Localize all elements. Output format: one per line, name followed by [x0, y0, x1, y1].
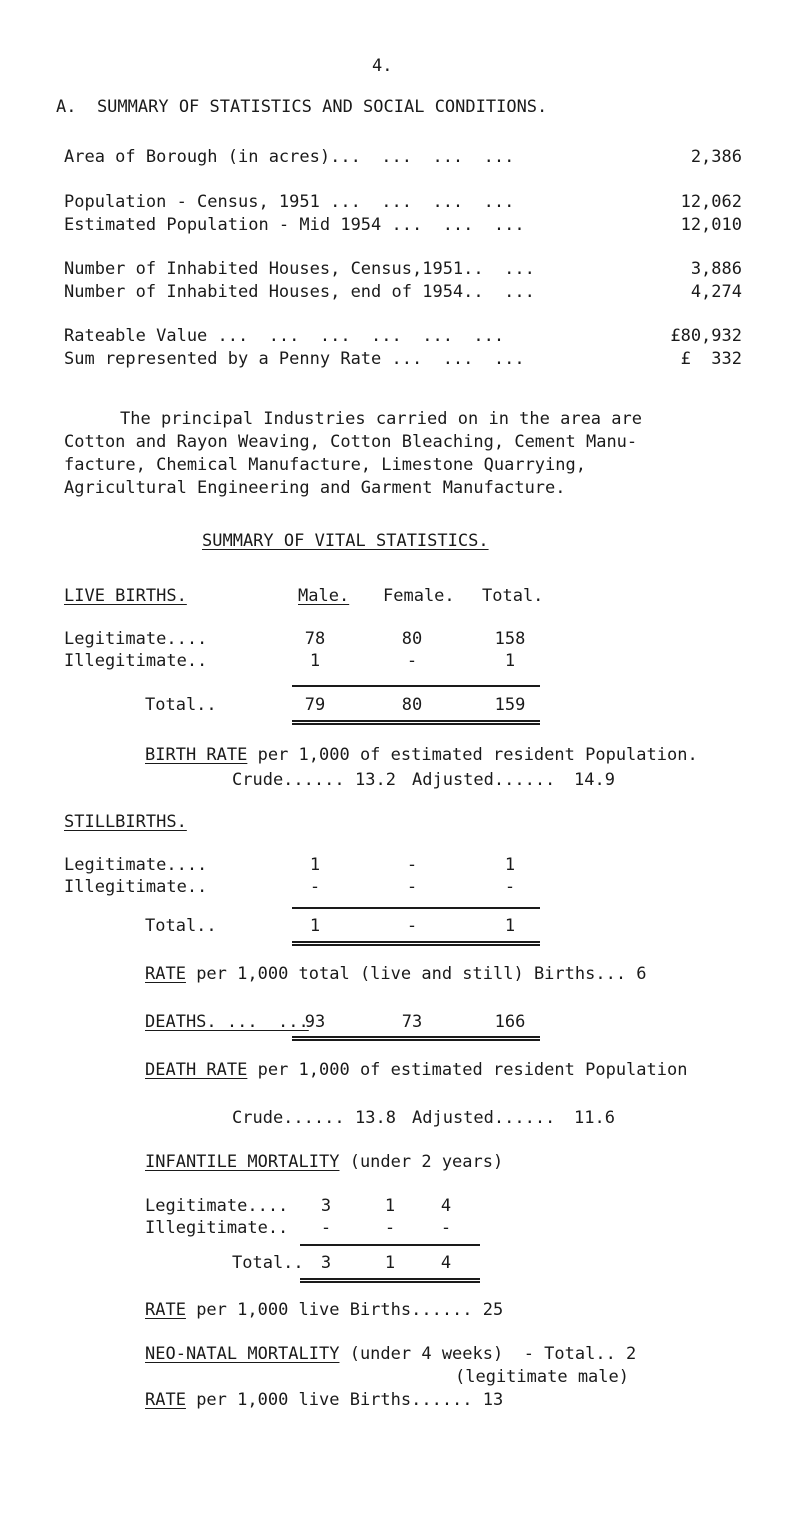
infant-mortality-heading-underlined: INFANTILE MORTALITY [145, 1152, 340, 1172]
cell-total: - [440, 1218, 452, 1238]
total-total: 159 [494, 695, 526, 715]
industries-line: The principal Industries carried on in the area are [120, 409, 642, 429]
neonatal-rate-line-underlined: RATE [145, 1390, 186, 1410]
summary-label-rateable: Rateable Value ... ... ... ... ... ... [64, 326, 505, 346]
total-total: 4 [440, 1253, 452, 1273]
birth-rate-crude-label: Crude...... [232, 770, 345, 790]
cell-male: 1 [309, 855, 321, 875]
death-rate-line: DEATH RATE per 1,000 of estimated resident Population [145, 1060, 688, 1080]
total-male: 1 [309, 916, 321, 936]
infant-rate-line-underlined: RATE [145, 1300, 186, 1320]
total-double-rule [300, 1278, 480, 1283]
vital-statistics-title: SUMMARY OF VITAL STATISTICS. [202, 531, 489, 551]
deaths-female: 73 [401, 1012, 423, 1032]
stillbirths-heading: STILLBIRTHS. [64, 812, 187, 832]
total-female: - [406, 916, 418, 936]
summary-label-area: Area of Borough (in acres)... ... ... ... [64, 147, 515, 167]
infant-mortality-heading: INFANTILE MORTALITY (under 2 years) [145, 1152, 504, 1172]
total-double-rule [292, 720, 540, 725]
column-header-female: Female. [383, 586, 455, 606]
summary-label-estimated: Estimated Population - Mid 1954 ... ... ... [64, 215, 525, 235]
cell-female: - [406, 877, 418, 897]
total-male: 79 [304, 695, 326, 715]
total-double-rule [292, 941, 540, 946]
total-female: 80 [401, 695, 423, 715]
row-label: Illegitimate.. [145, 1218, 289, 1238]
cell-male: 78 [304, 629, 326, 649]
neonatal-line: NEO-NATAL MORTALITY (under 4 weeks) - Total.. 2 [145, 1344, 637, 1364]
industries-line: Agricultural Engineering and Garment Manufacture. [64, 478, 566, 498]
death-rate-crude-label: Crude...... [232, 1108, 345, 1128]
industries-line: facture, Chemical Manufacture, Limestone Quarrying, [64, 455, 586, 475]
summary-value-rateable: £80,932 [670, 326, 742, 346]
column-header-male: Male. [298, 586, 350, 606]
summary-value-estimated: 12,010 [680, 215, 742, 235]
birth-rate-adjusted-value: 14.9 [574, 770, 615, 790]
total-total: 1 [504, 916, 516, 936]
subtotal-rule [292, 685, 540, 687]
cell-female: - [406, 651, 418, 671]
cell-male: - [309, 877, 321, 897]
cell-total: - [504, 877, 516, 897]
cell-male: 1 [309, 651, 321, 671]
cell-female: - [384, 1218, 396, 1238]
summary-value-penny-rate: £ 332 [680, 349, 742, 369]
cell-female: - [406, 855, 418, 875]
death-rate-adjusted-value: 11.6 [574, 1108, 615, 1128]
cell-female: 80 [401, 629, 423, 649]
row-label: Illegitimate.. [64, 651, 208, 671]
cell-male: - [320, 1218, 332, 1238]
row-label: Legitimate.... [64, 629, 208, 649]
summary-value-area: 2,386 [690, 147, 742, 167]
cell-total: 158 [494, 629, 526, 649]
row-label: Legitimate.... [64, 855, 208, 875]
neonatal-note: (legitimate male) [455, 1367, 629, 1387]
summary-value-census: 12,062 [680, 192, 742, 212]
cell-total: 4 [440, 1196, 452, 1216]
total-female: 1 [384, 1253, 396, 1273]
summary-label-penny-rate: Sum represented by a Penny Rate ... ... ... [64, 349, 525, 369]
total-label: Total.. [145, 695, 217, 715]
cell-total: 1 [504, 651, 516, 671]
live-births-heading: LIVE BIRTHS. [64, 586, 187, 606]
row-label: Illegitimate.. [64, 877, 208, 897]
birth-rate-adjusted-label: Adjusted...... [412, 770, 556, 790]
summary-label-houses-1954: Number of Inhabited Houses, end of 1954.. ... [64, 282, 535, 302]
summary-value-houses-1954: 4,274 [690, 282, 742, 302]
death-rate-crude-value: 13.8 [355, 1108, 396, 1128]
summary-label-houses-1951: Number of Inhabited Houses, Census,1951.. ... [64, 259, 535, 279]
column-header-total: Total. [482, 586, 544, 606]
infant-rate-line: RATE per 1,000 live Births...... 25 [145, 1300, 504, 1320]
total-label: Total.. [232, 1253, 304, 1273]
total-male: 3 [320, 1253, 332, 1273]
total-label: Total.. [145, 916, 217, 936]
deaths-double-rule [292, 1036, 540, 1041]
industries-line: Cotton and Rayon Weaving, Cotton Bleaching, Cement Manu- [64, 432, 638, 452]
row-label: Legitimate.... [145, 1196, 289, 1216]
stillbirth-rate-line-underlined: RATE [145, 964, 186, 984]
birth-rate-crude-value: 13.2 [355, 770, 396, 790]
cell-male: 3 [320, 1196, 332, 1216]
deaths-male: 93 [304, 1012, 326, 1032]
cell-total: 1 [504, 855, 516, 875]
page-heading: A. SUMMARY OF STATISTICS AND SOCIAL CONDITIONS. [56, 97, 548, 117]
stillbirth-rate-line: RATE per 1,000 total (live and still) Births... 6 [145, 964, 647, 984]
birth-rate-keyword: BIRTH RATE [145, 745, 248, 765]
death-rate-line-underlined: DEATH RATE [145, 1060, 248, 1080]
neonatal-line-underlined: NEO-NATAL MORTALITY [145, 1344, 340, 1364]
deaths-total: 166 [494, 1012, 526, 1032]
summary-value-houses-1951: 3,886 [690, 259, 742, 279]
neonatal-rate-line: RATE per 1,000 live Births...... 13 [145, 1390, 504, 1410]
cell-female: 1 [384, 1196, 396, 1216]
page-number: 4. [372, 56, 393, 76]
birth-rate-line: BIRTH RATE per 1,000 of estimated resident Population. [145, 745, 698, 765]
subtotal-rule [292, 907, 540, 909]
subtotal-rule [300, 1244, 480, 1246]
death-rate-adjusted-label: Adjusted...... [412, 1108, 556, 1128]
summary-label-census: Population - Census, 1951 ... ... ... ... [64, 192, 515, 212]
deaths-label: DEATHS. ... ... [145, 1012, 309, 1032]
